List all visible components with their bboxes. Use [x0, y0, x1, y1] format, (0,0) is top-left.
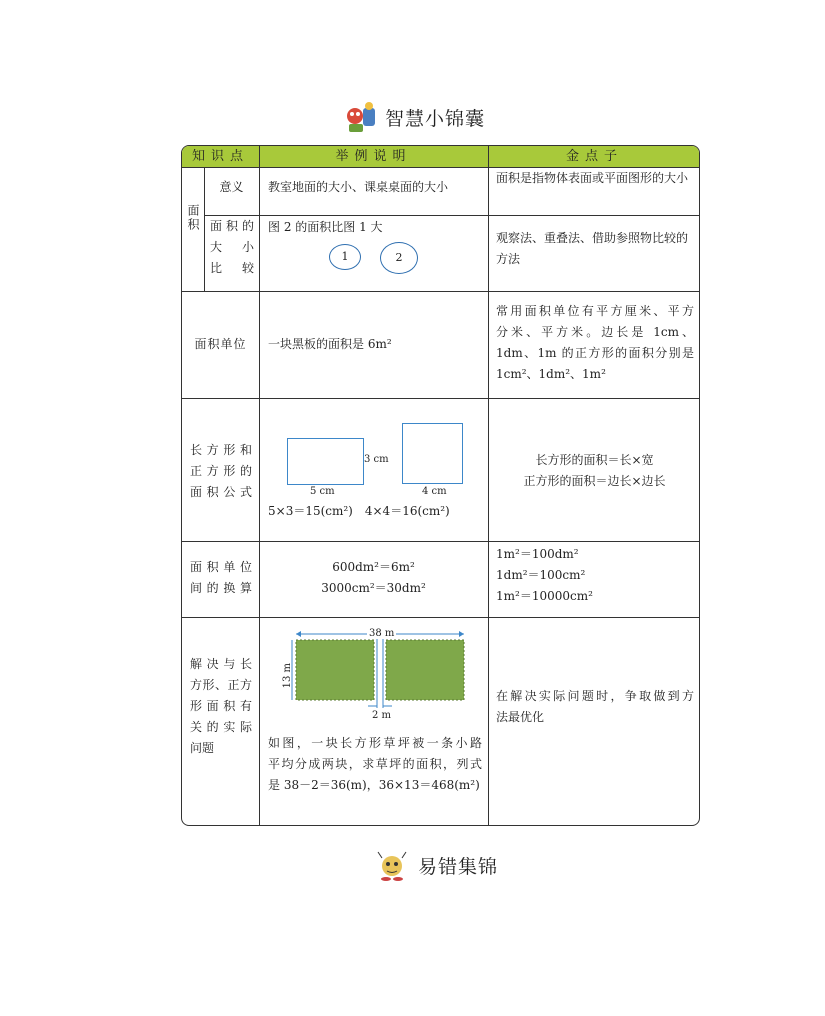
lawn-height-label: 13 m [282, 663, 293, 689]
topic-line: 关的实际 [190, 720, 252, 734]
tip-line: 1m²＝10000cm² [496, 589, 593, 603]
row-formula-tip [488, 450, 700, 492]
topic-line: 解决与长 [190, 657, 252, 671]
lawn-left [296, 640, 374, 700]
area-group-label-text: 面积 [186, 204, 200, 232]
example-line: 平均分成两块，求草坪的面积，列式 [268, 757, 482, 771]
topic-line: 正方形的 [190, 464, 252, 478]
example-line: 如图，一块长方形草坪被一条小路 [268, 736, 482, 750]
divider [259, 146, 260, 826]
divider [182, 617, 700, 618]
arrow-right-icon [459, 631, 464, 637]
tip-line: 1cm²、1dm²、1m² [496, 367, 606, 381]
divider [182, 398, 700, 399]
topic-line: 面积的 [210, 219, 254, 233]
row-problem-topic [190, 654, 252, 759]
row-meaning-tip: 面积是指物体表面或平面图形的大小 [496, 171, 689, 185]
row-meaning-topic: 意义 [219, 180, 244, 194]
row-convert-example [259, 557, 488, 599]
topic-line: 问题 [190, 741, 215, 755]
arrow-left-icon [296, 631, 301, 637]
example-line: 600dm²＝6m² [332, 560, 415, 574]
topic-line: 面积公式 [190, 485, 252, 499]
knowledge-table [181, 145, 700, 826]
lawn-length-label: 38 m [369, 628, 395, 639]
topic-line: 方形、正方 [190, 678, 252, 692]
tip-line: 1dm、1m 的正方形的面积分别是 [496, 346, 694, 360]
area-group-label [182, 204, 204, 238]
rect-height-label: 3 cm [364, 454, 389, 465]
section-title-text: 智慧小锦囊 [385, 107, 486, 130]
mascot-icon [376, 848, 412, 882]
tip-line: 1m²＝100dm² [496, 547, 579, 561]
example-line: 3000cm²＝30dm² [321, 581, 426, 595]
example-line: 是 38－2＝36(m)，36×13＝468(m²) [268, 778, 480, 792]
mascot-icon [343, 100, 379, 134]
square-side-label: 4 cm [422, 486, 447, 497]
figure-square [402, 423, 463, 484]
divider [182, 541, 700, 542]
tip-line: 在解决实际问题时，争取做到方 [496, 689, 694, 703]
row-unit-tip [496, 301, 694, 385]
tip-line: 分米、平方米。边长是 1cm、 [496, 325, 694, 339]
tip-line: 长方形的面积＝长×宽 [535, 453, 654, 467]
tip-line: 常用面积单位有平方厘米、平方 [496, 304, 694, 318]
divider [204, 215, 700, 216]
topic-line: 形面积有 [190, 699, 252, 713]
row-compare-topic [210, 216, 254, 279]
figure-circle-2: 2 [380, 242, 418, 274]
topic-line: 长方形和 [190, 443, 252, 457]
lawn-right [386, 640, 464, 700]
tip-line: 1dm²＝100cm² [496, 568, 586, 582]
row-problem-tip [496, 686, 694, 728]
divider [182, 291, 700, 292]
row-formula-example: 5×3＝15(cm²) 4×4＝16(cm²) [268, 504, 450, 518]
road-width-label: 2 m [372, 710, 392, 721]
rect-width-label: 5 cm [310, 486, 335, 497]
header-example: 举例说明 [335, 149, 412, 164]
row-problem-example [268, 733, 482, 796]
topic-line: 比 较 [210, 261, 254, 275]
tip-line: 正方形的面积＝边长×边长 [523, 474, 666, 488]
row-unit-topic: 面积单位 [194, 337, 247, 351]
section-title-text: 易错集锦 [418, 855, 499, 878]
topic-line: 面积单位 [190, 560, 252, 574]
row-unit-example: 一块黑板的面积是 6m² [268, 337, 392, 351]
tip-line: 法最优化 [496, 710, 545, 724]
row-convert-topic [190, 557, 252, 599]
topic-line: 间的换算 [190, 581, 252, 595]
topic-line: 大 小 [210, 240, 254, 254]
header-topic: 知识点 [191, 149, 249, 164]
header-tip: 金点子 [565, 149, 623, 164]
row-convert-tip [496, 544, 694, 607]
section-title-mistakes [376, 848, 498, 882]
row-meaning-example: 教室地面的大小、课桌桌面的大小 [268, 180, 449, 194]
figure-circle-1: 1 [329, 244, 361, 270]
row-compare-example: 图 2 的面积比图 1 大 [268, 220, 383, 234]
section-title-wisdom [343, 100, 485, 134]
figure-rectangle [287, 438, 364, 485]
row-formula-topic [190, 440, 252, 503]
row-compare-tip: 观察法、重叠法、借助参照物比较的方法 [496, 231, 689, 266]
